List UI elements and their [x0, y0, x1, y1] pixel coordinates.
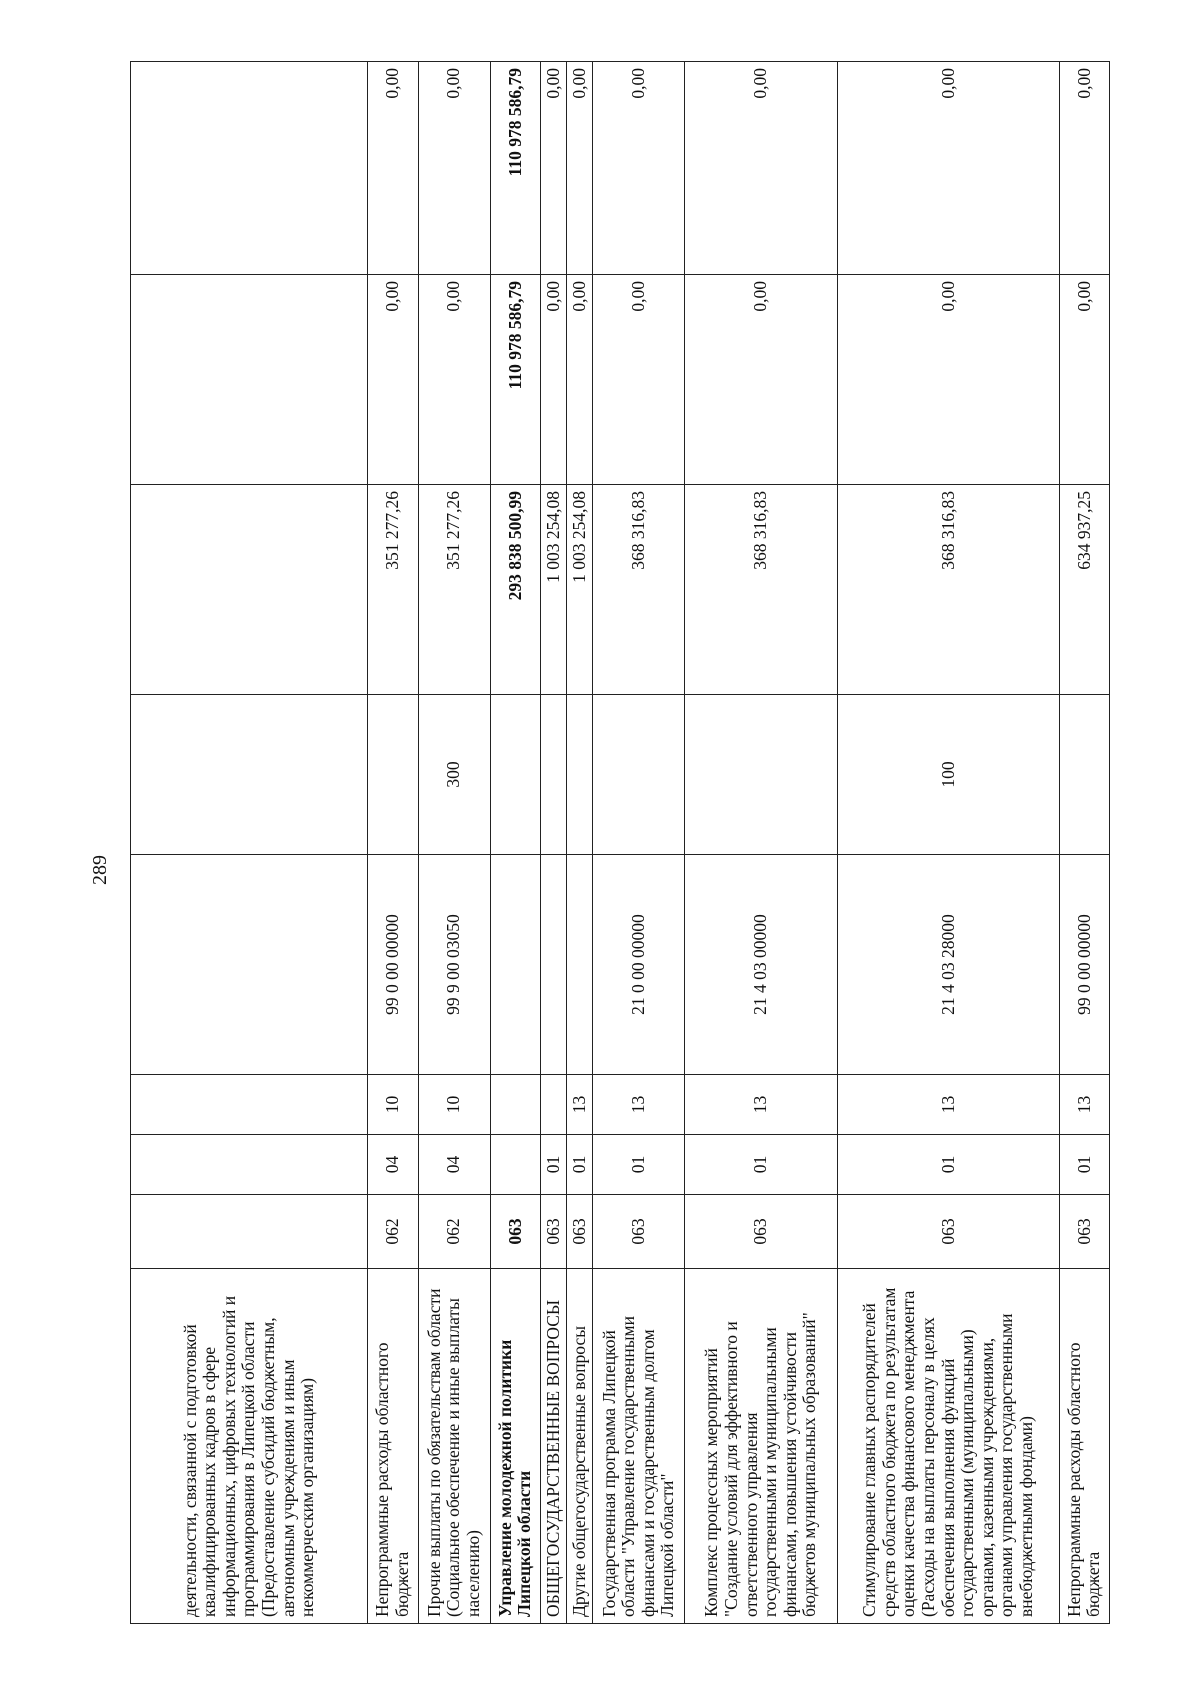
row-rz: 04 — [368, 1135, 418, 1195]
row-csr: 99 0 00 00000 — [368, 855, 418, 1075]
row-vr: 100 — [838, 695, 1060, 855]
row-sum-3: 0,00 — [567, 62, 593, 275]
row-vr — [593, 695, 685, 855]
row-sum-2: 0,00 — [685, 275, 838, 485]
row-sum-1: 1 003 254,08 — [540, 485, 566, 695]
row-sum-1: 368 316,83 — [838, 485, 1060, 695]
row-pr: 13 — [593, 1075, 685, 1135]
row-name: Стимулирование главных распорядителей средств областного бюджета по результатам оценки качества финансового менеджмента (Расходы на выплаты персоналу в целях обеспечения выполнения функций государственными (муниципальными) органами, казенными учреждениями, органами управления государственными внебюджетными фондами) — [838, 1269, 1060, 1624]
row-rz: 01 — [1059, 1135, 1109, 1195]
row-ved — [131, 1195, 368, 1269]
table-row — [567, 62, 593, 1624]
row-csr: 99 9 00 03050 — [418, 855, 490, 1075]
row-ved: 063 — [593, 1195, 685, 1269]
row-vr — [131, 695, 368, 855]
row-name: Другие общегосударственные вопросы — [567, 1269, 593, 1624]
row-sum-3: 0,00 — [540, 62, 566, 275]
row-ved: 063 — [1059, 1195, 1109, 1269]
row-name: Непрограммные расходы областного бюджета — [368, 1269, 418, 1624]
row-pr: 13 — [838, 1075, 1060, 1135]
row-rz: 01 — [593, 1135, 685, 1195]
row-sum-3: 0,00 — [368, 62, 418, 275]
row-vr — [540, 695, 566, 855]
row-sum-1 — [131, 485, 368, 695]
row-sum-1: 634 937,25 — [1059, 485, 1109, 695]
row-vr — [567, 695, 593, 855]
row-sum-1: 1 003 254,08 — [567, 485, 593, 695]
row-vr — [490, 695, 540, 855]
row-ved: 062 — [418, 1195, 490, 1269]
page-number: 289 — [89, 855, 111, 885]
row-sum-3: 110 978 586,79 — [490, 62, 540, 275]
row-name: Непрограммные расходы областного бюджета — [1059, 1269, 1109, 1624]
row-rz — [131, 1135, 368, 1195]
row-sum-2: 0,00 — [1059, 275, 1109, 485]
row-name: деятельности, связанной с подготовкой квалифицированных кадров в сфере информационных, цифровых технологий и программирования в Липецкой области (Предоставление субсидий бюджетным, автономным учреждениям и иным некоммерческим организациям) — [131, 1269, 368, 1624]
row-pr — [131, 1075, 368, 1135]
row-sum-2: 0,00 — [593, 275, 685, 485]
row-sum-1: 351 277,26 — [418, 485, 490, 695]
row-vr: 300 — [418, 695, 490, 855]
row-sum-2: 0,00 — [540, 275, 566, 485]
row-vr — [368, 695, 418, 855]
row-sum-2: 0,00 — [368, 275, 418, 485]
row-pr: 10 — [368, 1075, 418, 1135]
table-row — [540, 62, 566, 1624]
row-csr: 21 0 00 00000 — [593, 855, 685, 1075]
row-pr — [490, 1075, 540, 1135]
row-sum-3: 0,00 — [838, 62, 1060, 275]
row-ved: 063 — [838, 1195, 1060, 1269]
row-sum-3: 0,00 — [685, 62, 838, 275]
row-sum-1: 351 277,26 — [368, 485, 418, 695]
row-csr: 21 4 03 00000 — [685, 855, 838, 1075]
table-row — [368, 62, 418, 1624]
row-sum-2 — [131, 275, 368, 485]
row-rz: 01 — [567, 1135, 593, 1195]
row-name: Прочие выплаты по обязательствам области (Социальное обеспечение и иные выплаты населению) — [418, 1269, 490, 1624]
row-name: Государственная программа Липецкой области "Управление государственными финансами и государственным долгом Липецкой области" — [593, 1269, 685, 1624]
rotated-table-wrapper — [130, 62, 1110, 1624]
table-row — [1059, 62, 1109, 1624]
row-rz — [490, 1135, 540, 1195]
row-vr — [685, 695, 838, 855]
row-pr: 13 — [685, 1075, 838, 1135]
row-csr — [567, 855, 593, 1075]
row-rz: 04 — [418, 1135, 490, 1195]
row-sum-3 — [131, 62, 368, 275]
row-pr: 10 — [418, 1075, 490, 1135]
row-name: Управление молодежной политики Липецкой области — [490, 1269, 540, 1624]
row-name: Комплекс процессных мероприятий "Создание условий для эффективного и ответственного управления государственными и муниципальными финансами, повышения устойчивости бюджетов муниципальных образований" — [685, 1269, 838, 1624]
row-ved: 063 — [540, 1195, 566, 1269]
row-ved: 063 — [490, 1195, 540, 1269]
table-row — [838, 62, 1060, 1624]
row-sum-2: 0,00 — [418, 275, 490, 485]
table-body — [131, 62, 1110, 1624]
row-sum-2: 0,00 — [567, 275, 593, 485]
table-row — [685, 62, 838, 1624]
table-row — [490, 62, 540, 1624]
row-vr — [1059, 695, 1109, 855]
row-sum-1: 368 316,83 — [593, 485, 685, 695]
row-ved: 063 — [567, 1195, 593, 1269]
row-csr — [131, 855, 368, 1075]
row-ved: 063 — [685, 1195, 838, 1269]
row-csr — [540, 855, 566, 1075]
row-sum-2: 0,00 — [838, 275, 1060, 485]
row-sum-1: 293 838 500,99 — [490, 485, 540, 695]
row-pr: 13 — [1059, 1075, 1109, 1135]
row-sum-2: 110 978 586,79 — [490, 275, 540, 485]
row-pr: 13 — [567, 1075, 593, 1135]
table-row — [593, 62, 685, 1624]
row-ved: 062 — [368, 1195, 418, 1269]
row-rz: 01 — [540, 1135, 566, 1195]
row-name: ОБЩЕГОСУДАРСТВЕННЫЕ ВОПРОСЫ — [540, 1269, 566, 1624]
row-rz: 01 — [838, 1135, 1060, 1195]
row-csr: 99 0 00 00000 — [1059, 855, 1109, 1075]
row-pr — [540, 1075, 566, 1135]
row-csr — [490, 855, 540, 1075]
row-sum-1: 368 316,83 — [685, 485, 838, 695]
table-row — [418, 62, 490, 1624]
row-csr: 21 4 03 28000 — [838, 855, 1060, 1075]
row-sum-3: 0,00 — [593, 62, 685, 275]
budget-table — [130, 61, 1110, 1624]
row-rz: 01 — [685, 1135, 838, 1195]
row-sum-3: 0,00 — [418, 62, 490, 275]
row-sum-3: 0,00 — [1059, 62, 1109, 275]
table-row — [131, 62, 368, 1624]
